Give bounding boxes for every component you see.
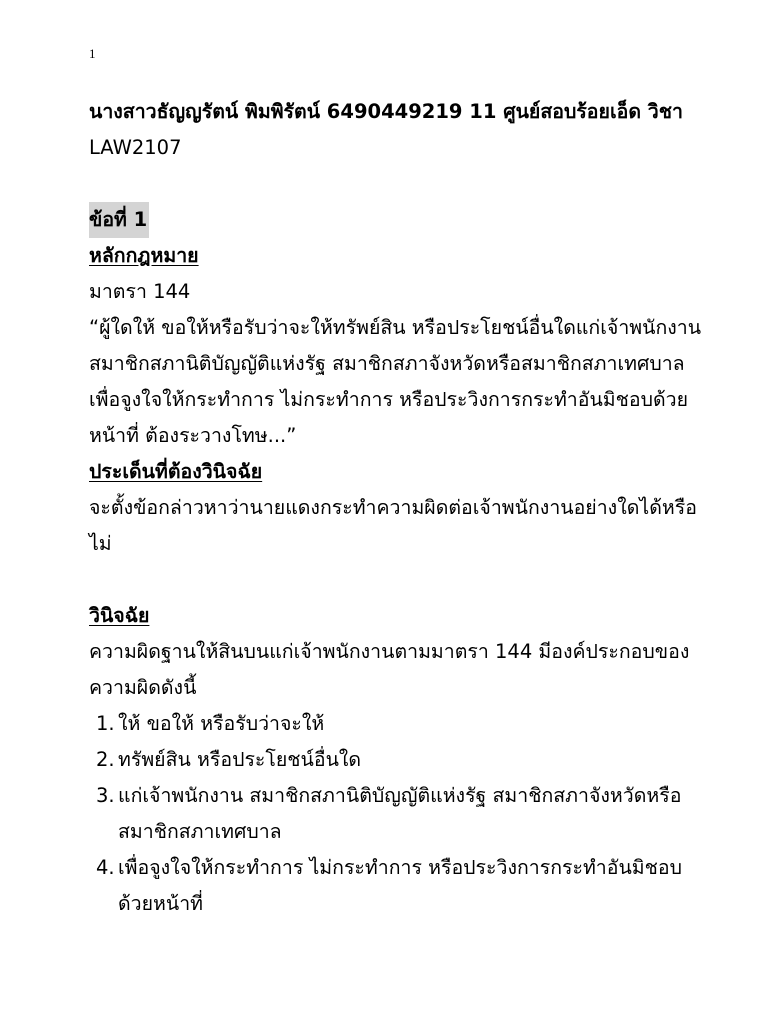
list-number: 2.	[96, 748, 115, 771]
list-item	[90, 778, 689, 850]
page-number: 1	[89, 46, 96, 61]
list-item-text: สมาชิกสภาเทศบาล	[118, 820, 282, 843]
list-item-text: เพื่อจูงใจให้กระทำการ ไม่กระทำการ หรือประวิงการกระทำอันมิชอบ	[118, 856, 682, 879]
issue-line: จะตั้งข้อกล่าวหาว่านายแดงกระทำความผิดต่อเจ้าพนักงานอย่างใดได้หรือ	[89, 496, 697, 519]
list-item	[90, 706, 689, 742]
document-body	[89, 94, 702, 922]
list-item-text: ด้วยหน้าที่	[118, 892, 204, 915]
ruling-intro-line: ความผิดดังนี้	[89, 676, 197, 699]
list-item	[90, 850, 689, 922]
quote-line: “ผู้ใดให้ ขอให้หรือรับว่าจะให้ทรัพย์สิน หรือประโยชน์อื่นใดแก่เจ้าพนักงาน	[89, 316, 702, 339]
quote-line: เพื่อจูงใจให้กระทำการ ไม่กระทำการ หรือประวิงการกระทำอันมิชอบด้วย	[89, 388, 689, 411]
ruling-intro-line: ความผิดฐานให้สินบนแก่เจ้าพนักงานตามมาตรา 144 มีองค์ประกอบของ	[89, 640, 690, 663]
list-item-text: ให้ ขอให้ หรือรับว่าจะให้	[118, 712, 325, 735]
legal-section: มาตรา 144	[89, 280, 191, 303]
question-label: ข้อที่ 1	[89, 202, 149, 238]
legal-principle-heading: หลักกฎหมาย	[89, 244, 199, 267]
student-header-line-1: นางสาวธัญญรัตน์ พิมพิรัตน์ 6490449219 11 ศูนย์สอบร้อยเอ็ด วิชา	[89, 100, 683, 123]
list-number: 3.	[96, 784, 115, 807]
issue-heading: ประเด็นที่ต้องวินิจฉัย	[89, 460, 263, 483]
blank-line	[89, 562, 689, 598]
offense-elements-list	[89, 706, 689, 922]
ruling-heading: วินิจฉัย	[89, 604, 150, 627]
list-number: 4.	[96, 856, 115, 879]
list-number: 1.	[96, 712, 115, 735]
quote-line: สมาชิกสภานิติบัญญัติแห่งรัฐ สมาชิกสภาจังหวัดหรือสมาชิกสภาเทศบาล	[89, 352, 685, 375]
list-item-text: แก่เจ้าพนักงาน สมาชิกสภานิติบัญญัติแห่งรัฐ สมาชิกสภาจังหวัดหรือ	[118, 784, 682, 807]
blank-line	[89, 166, 689, 202]
list-item-text: ทรัพย์สิน หรือประโยชน์อื่นใด	[118, 748, 362, 771]
quote-line: หน้าที่ ต้องระวางโทษ...”	[89, 424, 297, 447]
issue-line: ไม่	[89, 532, 112, 555]
student-header-line-2: LAW2107	[89, 136, 182, 159]
list-item	[90, 742, 689, 778]
